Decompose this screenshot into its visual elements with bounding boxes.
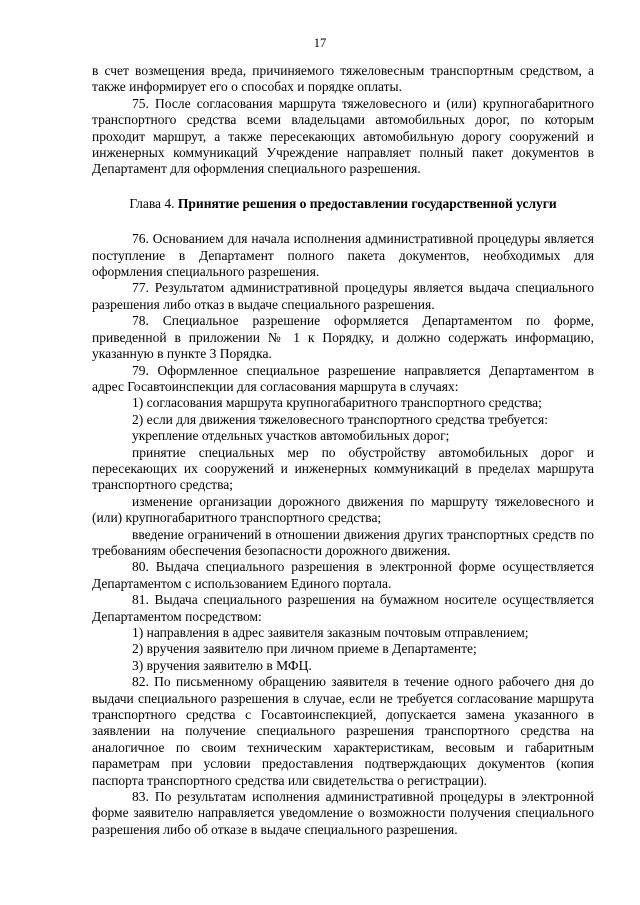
paragraphs-before-chapter: [92, 63, 594, 178]
paragraph-77: 77. Результатом административной процедуры является выдача специального разрешения либо отказ в выдаче специального разрешения.: [92, 280, 594, 312]
list-item-79-1: 1) согласования маршрута крупногабаритного транспортного средства;: [132, 395, 542, 411]
page-number: 17: [313, 36, 327, 50]
sub-item-strengthening: укрепление отдельных участков автомобильных дорог;: [132, 428, 450, 444]
continuation-paragraph: в счет возмещения вреда, причиняемого тяжеловесным транспортным средством, а также информирует его о способах и порядке оплаты.: [92, 63, 594, 95]
paragraphs-after-chapter: [92, 231, 594, 838]
list-item-79-2: 2) если для движения тяжеловесного транспортного средства требуется:: [132, 411, 548, 427]
chapter-heading: [92, 196, 594, 212]
sub-item-restrictions: введение ограничений в отношении движения других транспортных средств по требованиям обеспечения безопасности дорожного движения.: [92, 526, 594, 558]
paragraph-80: 80. Выдача специального разрешения в электронной форме осуществляется Департаментом с использованием Единого портала.: [92, 559, 594, 591]
paragraph-82: 82. По письменному обращению заявителя в течение одного рабочего дня до выдачи специального разрешения в случае, если не требуется согласование маршрута транспортного средства с Госавтоинспекцией, допускается замена указанного в заявлении на получение специального разрешения транспортного средства на аналогичное по своим техническим характеристикам, весовым и габаритным параметрам при условии предоставления подтверждающих документов (копия паспорта транспортного средства или свидетельства о регистрации).: [92, 674, 594, 788]
chapter-title: Принятие решения о предоставлении государственной услуги: [177, 195, 557, 211]
sub-item-special-measures: принятие специальных мер по обустройству автомобильных дорог и пересекающих их сооружений и инженерных коммуникаций в пределах маршрута транспортного средства;: [92, 444, 594, 493]
list-item-81-2: 2) вручения заявителю при личном приеме в Департаменте;: [132, 641, 477, 657]
paragraph-83: 83. По результатам исполнения административной процедуры в электронной форме заявителю направляется уведомление о возможности получения специального разрешения либо об отказе в выдаче специального разрешения.: [92, 789, 594, 837]
paragraph-75: 75. После согласования маршрута тяжеловесного и (или) крупногабаритного транспортного средства всеми владельцами автомобильных дорог, по которым проходит маршрут, а также пересекающих автомобильную дорогу сооружений и инженерных коммуникаций Учреждение направляет полный пакет документов в Департамент для оформления специального разрешения.: [92, 95, 594, 177]
paragraph-76: 76. Основанием для начала исполнения административной процедуры является поступление в Департамент полного пакета документов, необходимых для оформления специального разрешения.: [92, 231, 594, 280]
sub-item-traffic-organization: изменение организации дорожного движения по маршруту тяжеловесного и (или) крупногабаритного транспортного средства;: [92, 493, 594, 526]
list-item-81-3: 3) вручения заявителю в МФЦ.: [132, 657, 312, 673]
chapter-prefix: Глава 4.: [129, 195, 178, 211]
paragraph-81: 81. Выдача специального разрешения на бумажном носителе осуществляется Департаментом посредством:: [92, 592, 594, 624]
document-body: [92, 63, 594, 838]
paragraph-79: 79. Оформленное специальное разрешение направляется Департаментом в адрес Госавтоинспекции для согласования маршрута в случаях:: [92, 362, 594, 394]
paragraph-78: 78. Специальное разрешение оформляется Департаментом по форме, приведенной в приложении № 1 к Порядку, и должно содержать информацию, указанную в пункте 3 Порядка.: [92, 313, 594, 362]
list-item-81-1: 1) направления в адрес заявителя заказным почтовым отправлением;: [132, 625, 529, 640]
